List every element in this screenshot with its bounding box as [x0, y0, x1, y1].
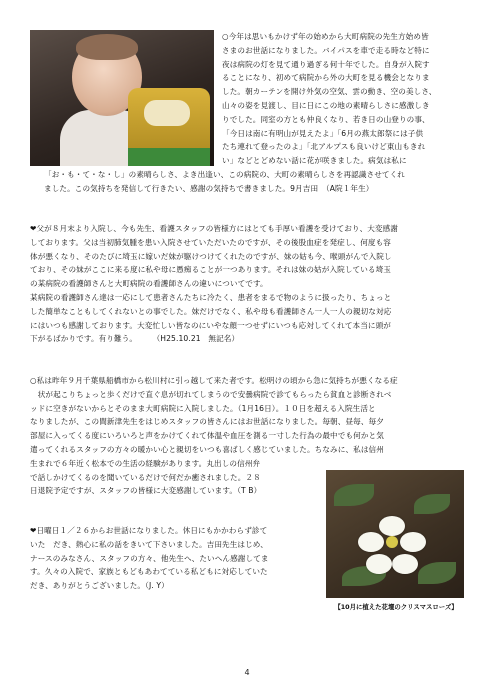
- article-2-line: の某病院の看護師さんと大町病院の看護師さんの違いについてです。: [30, 279, 268, 289]
- petal-shape: [366, 554, 392, 574]
- petal-shape: [392, 554, 418, 574]
- article-2-line: にはいつも感謝しております。大変忙しい皆なのにいやな顔一つせずにいつも応対してくれて本当に頭が: [30, 320, 391, 330]
- article-2-line: ており、その妹がここに来る度に私や母に愚痴ることが一つあります。それは妹の姑が入院している埼玉: [30, 265, 391, 275]
- petal-shape: [379, 516, 405, 536]
- article-2-line: 下がるばかりです。有り難う。 （H25.10.21 無記名）: [30, 334, 240, 344]
- article-3-line: なりましたが、この間新津先生をはじめスタッフの皆さんにはお世話になりました。毎朝、昼毎、毎夕: [30, 417, 384, 427]
- christmas-rose-photo: [326, 470, 464, 598]
- leaf-shape: [418, 562, 456, 584]
- article-1-line: 「お・も・て・な・し」の素晴らしさ、よき出逢い、この病院の、大町の素晴らしさを再認識させてくれ: [44, 170, 405, 179]
- article-4-line: ナースのみなさん、スタッフの方々、他先生へ、たいへん感謝してま: [30, 553, 269, 563]
- toy-base-shape: [128, 148, 210, 166]
- leaf-shape: [334, 484, 374, 506]
- article-2-line: しております。父は当初肺気腫を患い入院させていただいたのですが、その後股血症を発症し、何度も容: [30, 237, 391, 247]
- article-1-top: [222, 30, 436, 168]
- article-1-line: ることになり、初めて病院から外の大町を見る機会となりま: [222, 73, 430, 83]
- article-1-line: い」などとどめない話に花が咲きました。病気は私に: [222, 156, 407, 166]
- article-3-line: 生まれで６年近く松本での生活の経験があります。丸出しの信州弁: [30, 458, 261, 468]
- article-3-line: 状が起こりちょっと歩くだけで直ぐ息が切れてしまうので安曇病院で診てもらったら貧血と診断されベ: [30, 389, 392, 399]
- article-1-line: ○今年は思いもかけず年の始めから大町病院の先生方始め皆: [222, 32, 429, 41]
- petal-shape: [358, 532, 384, 552]
- article-1-line: りでした。同室の方とも仲良くなり、若き日の山登りの事、: [222, 114, 430, 124]
- article-3-line: 日退院予定ですが、スタッフの皆様に大変感謝しています。（T B）: [30, 486, 262, 496]
- article-1-bottom: [44, 168, 405, 196]
- article-1-line: さまのお世話になりました。バイパスを車で走る時など特に: [222, 45, 430, 55]
- article-2-line: 体が悪くなり、そのたびに埼玉に嫁いだ妹が駆けつけてくれたのですが、妹の姑も今、喉頭がんで入院し: [30, 251, 392, 261]
- article-1-line: 山々の姿を見渡し、目に日にこの地の素晴らしさに感激しき: [222, 100, 430, 110]
- article-4-line: す。久々の入院で、家族ともどもあわてている私どもに対応していた: [30, 567, 268, 577]
- article-3-line: 遣ってくれるスタッフの方々の暖かい心と親切をいつも喜ばしく感じていました。ちなみに、私は信州: [30, 444, 384, 454]
- article-2: [30, 222, 398, 346]
- page-number: 4: [244, 668, 250, 677]
- baby-photo: [30, 30, 214, 166]
- article-3-line: 部屋に入ってくる度にいろいろと声をかけてくれて体温や血圧を測る一寸した行為の最中でも何かと気: [30, 431, 384, 441]
- article-4-line: だき、ありがとうございました。（J. Y）: [30, 581, 169, 591]
- article-2-line: 某病院の看護師さん達は一応にして患者さんたちに冷たく、患者をまるで物のように扱ったり、ちょっと: [30, 292, 392, 302]
- article-1-line: 夜は病院の灯を見て通り過ぎる何十年でした。自身が入院す: [222, 59, 430, 69]
- article-2-line: ❤父が８月末より入院し、今も先生、看護スタッフの皆様方にはとても手厚い看護を受けており、大変感謝: [30, 224, 399, 233]
- article-4: [30, 524, 269, 593]
- baby-hair-shape: [76, 34, 138, 60]
- article-2-line: した簡単なこともしてくれないとの事でした。妹だけでなく、私や母も看護師さん一人一人の親切な対応: [30, 306, 392, 316]
- article-4-line: ❤日曜日１／２６からお世話になりました。休日にもかかわらず診て: [30, 526, 268, 535]
- article-1-line: たち連れて登ったのよ」「北アルプスも良いけど東山もきれ: [222, 142, 426, 152]
- article-3-line: ッドに空きがないからとそのまま大町病院に入院しました。（1月16日）。１０日を超える入院生活と: [30, 403, 376, 413]
- article-3-line: ○私は昨年９月千葉県船橋市から松川村に引っ越して来た者です。松明けの頃から急に気持ちが悪くなる症: [30, 376, 398, 385]
- photo-caption: 【10月に植えた花壇のクリスマスローズ】: [334, 603, 458, 611]
- toy-window-shape: [144, 100, 190, 126]
- leaf-shape: [414, 494, 450, 514]
- article-1-line: した。朝カーテンを開け外気の空気、雲の動き、空の美しさ、: [222, 87, 437, 97]
- petal-shape: [400, 532, 426, 552]
- article-1-line: ました。この気持ちを発信して行きたい、感謝の気持ちで書きました。9月吉田 （A院１年生）: [44, 183, 374, 193]
- article-3-line: で話しかけてくるのを聞いているだけで何だか癒されました。２８: [30, 472, 261, 482]
- flower-center-shape: [386, 536, 398, 548]
- article-4-line: いた だき、熱心に私の話をきいて下さいました。吉田先生はじめ、: [30, 539, 268, 549]
- article-1-line: 「今日は南に有明山が見えたよ」「6月の燕太郎祭には子供: [222, 128, 424, 138]
